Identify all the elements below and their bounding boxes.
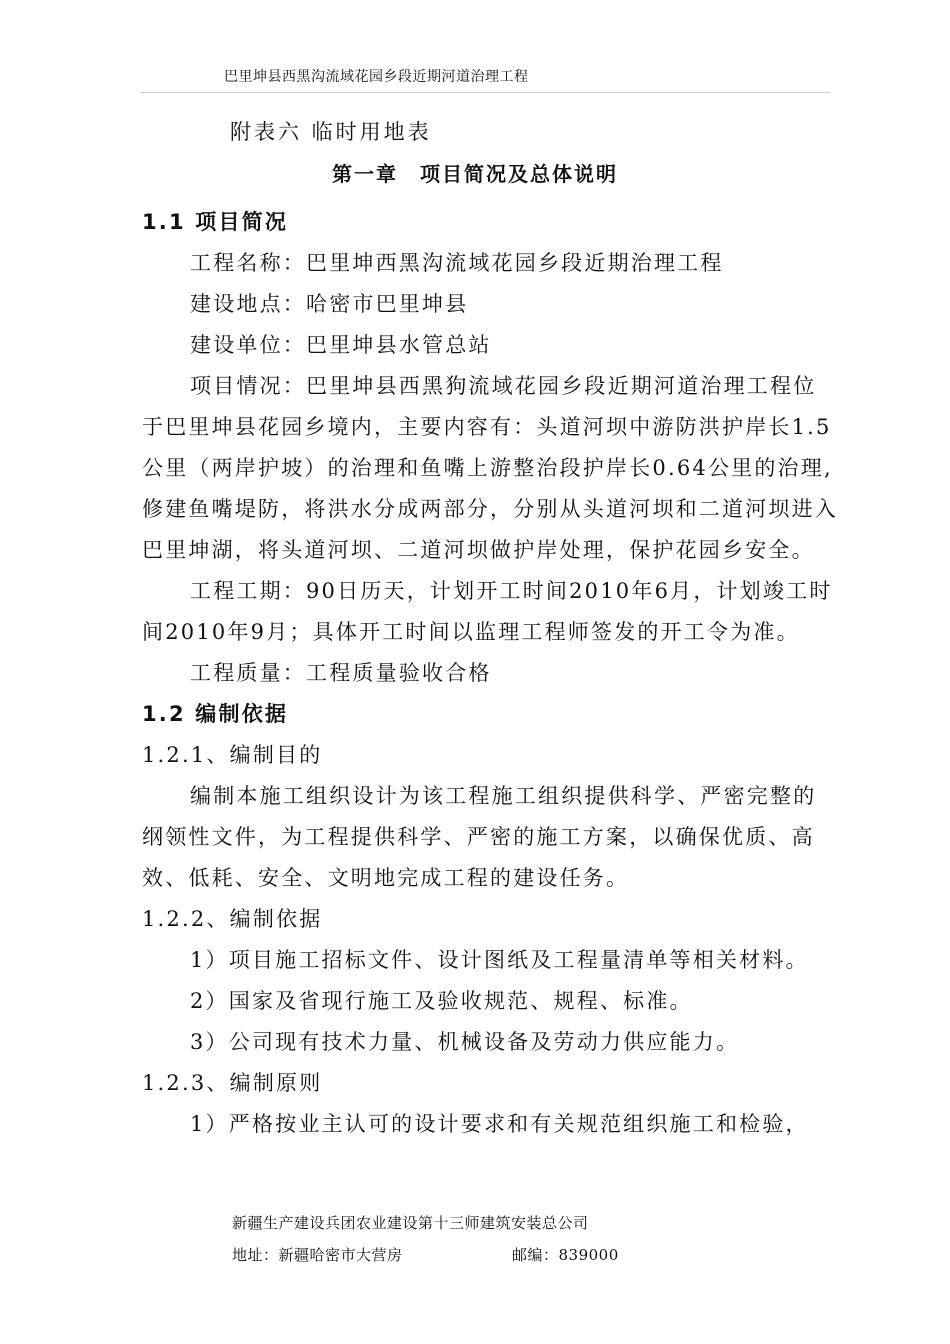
document-body [142,202,838,1145]
basis-list-item: 3）公司现有技术力量、机械设备及劳动力供应能力。 [190,1030,740,1054]
project-location-line: 建设地点：哈密市巴里坤县 [190,292,469,316]
purpose-paragraph: 编制本施工组织设计为该工程施工组织提供科学、严密完整的纲领性文件，为工程提供科学、严密的施工方案，以确保优质、高效、低耗、安全、文明地完成工程的建设任务。 [142,784,817,890]
footer-address: 地址：新疆哈密市大营房 [232,1246,403,1264]
project-quality-line: 工程质量：工程质量验收合格 [190,661,492,685]
basis-list-item: 1）项目施工招标文件、设计图纸及工程量清单等相关材料。 [190,948,809,972]
chapter-title: 第一章 项目简况及总体说明 [332,162,618,186]
basis-list-item: 2）国家及省现行施工及验收规范、规程、标准。 [190,989,693,1013]
appendix-title: 附表六 临时用地表 [230,120,432,144]
project-overview-paragraph: 项目情况：巴里坤县西黑狗流域花园乡段近期河道治理工程位于巴里坤县花园乡境内，主要内容有：头道河坝中游防洪护岸长1.5公里（两岸护坡）的治理和鱼嘴上游整治段护岸长0.64公里的治理,修建鱼嘴堤防，将洪水分成两部分，分别从头道河坝和二道河坝进入巴里坤湖，将头道河坝、二道河坝做护岸处理，保护花园乡安全。 [142,374,838,562]
footer-postcode: 邮编：839000 [512,1246,619,1264]
section-heading-1-2: 1.2 编制依据 [142,702,289,726]
project-schedule-paragraph: 工程工期：90日历天，计划开工时间2010年6月，计划竣工时间2010年9月；具体开工时间以监理工程师签发的开工令为准。 [142,579,833,644]
principle-list-item: 1）严格按业主认可的设计要求和有关规范组织施工和检验， [190,1112,809,1136]
footer-company: 新疆生产建设兵团农业建设第十三师建筑安装总公司 [232,1214,589,1232]
header-divider [140,92,830,93]
subsection-heading-1-2-3: 1.2.3、编制原则 [142,1071,323,1095]
subsection-heading-1-2-2: 1.2.2、编制依据 [142,907,323,931]
project-owner-line: 建设单位：巴里坤县水管总站 [190,333,492,357]
subsection-heading-1-2-1: 1.2.1、编制目的 [142,743,323,767]
running-header: 巴里坤县西黑沟流域花园乡段近期河道治理工程 [224,69,529,85]
section-heading-1-1: 1.1 项目简况 [142,210,289,234]
project-name-line: 工程名称：巴里坤西黑沟流域花园乡段近期治理工程 [190,251,724,275]
